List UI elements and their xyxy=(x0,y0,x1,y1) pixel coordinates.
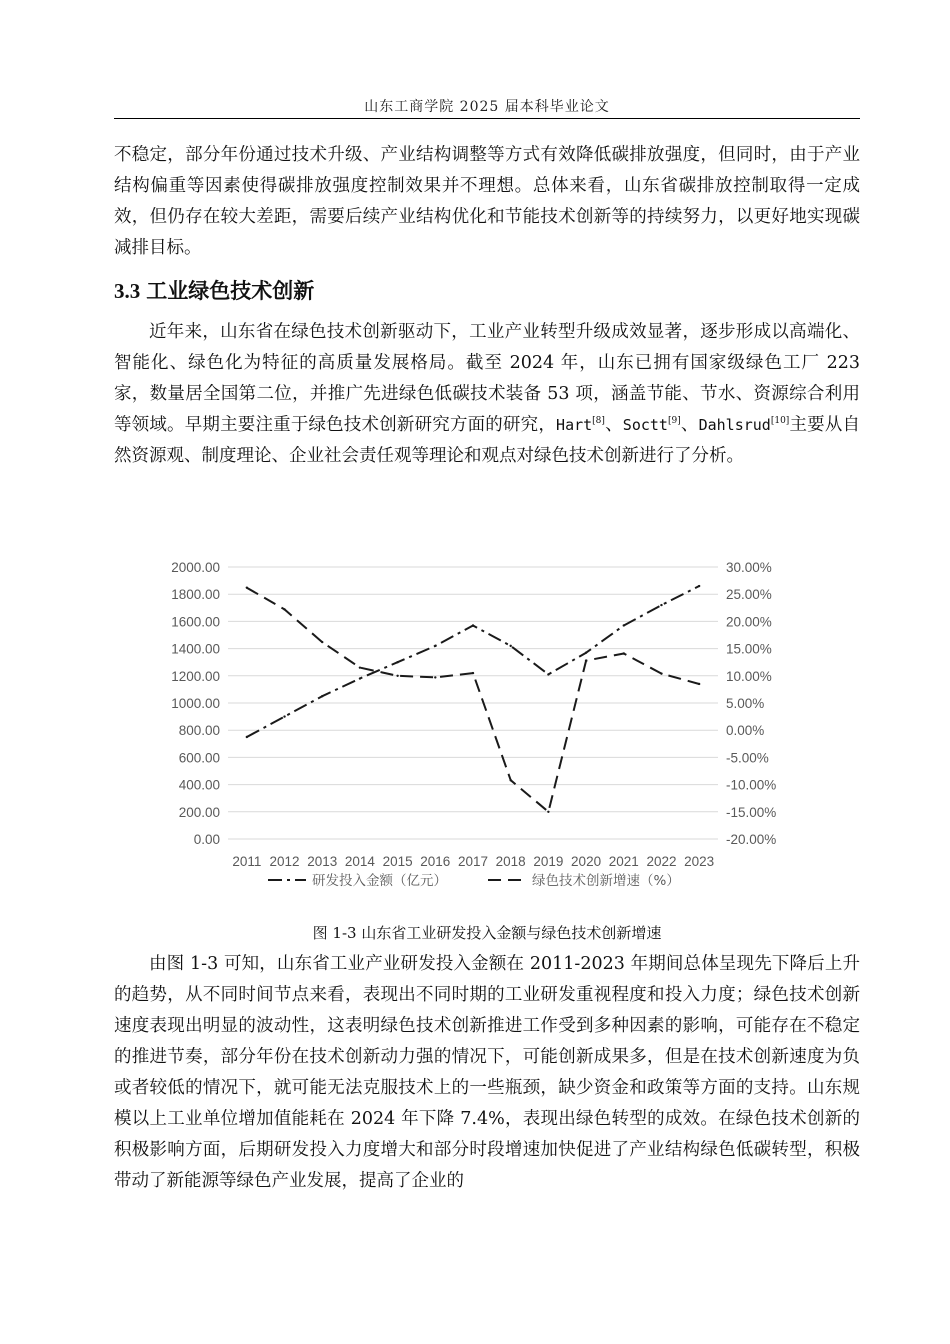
data-point xyxy=(660,604,662,606)
legend-label: 研发投入金额（亿元） xyxy=(312,873,447,889)
y-right-tick-label: 25.00% xyxy=(726,587,772,603)
data-point xyxy=(509,645,511,647)
y-right-tick-label: 20.00% xyxy=(726,614,772,630)
author-hart: Hart xyxy=(556,416,593,434)
y-right-tick-label: 15.00% xyxy=(726,641,772,657)
separator: 、 xyxy=(680,415,699,435)
data-point xyxy=(472,672,474,674)
data-point xyxy=(321,641,323,643)
y-left-tick-label: 1200.00 xyxy=(171,668,220,684)
y-left-tick-label: 1000.00 xyxy=(171,696,220,711)
paragraph-text-part2: 主要从自然资源观、制度理论、企业社会责任观等理论和观点对绿色技术创新进行了分析。 xyxy=(114,415,861,466)
data-point xyxy=(472,624,474,626)
x-tick-label: 2013 xyxy=(307,854,338,869)
data-point xyxy=(547,673,549,675)
data-point xyxy=(434,645,436,647)
y-right-tick-label: 10.00% xyxy=(726,668,772,684)
citation-8: [8] xyxy=(592,416,605,427)
x-tick-label: 2012 xyxy=(269,854,300,869)
y-right-tick-label: -10.00% xyxy=(726,777,777,793)
author-dahlsrud: Dahlsrud xyxy=(698,416,771,434)
data-point xyxy=(283,608,285,610)
x-tick-label: 2016 xyxy=(420,854,451,869)
data-point xyxy=(246,736,248,738)
y-right-tick-label: -20.00% xyxy=(726,832,777,847)
data-point xyxy=(321,695,323,697)
data-point xyxy=(396,661,398,663)
x-tick-label: 2014 xyxy=(344,854,375,869)
data-point xyxy=(623,624,625,626)
y-right-tick-label: 5.00% xyxy=(726,696,765,711)
y-left-tick-label: 2000.00 xyxy=(171,560,220,575)
data-point xyxy=(585,659,587,661)
data-point xyxy=(623,652,625,654)
y-left-tick-label: 800.00 xyxy=(178,723,220,739)
data-point xyxy=(660,672,662,674)
paragraph-figure-analysis: 由图 1-3 可知，山东省工业产业研发投入金额在 2011-2023 年期间总体呈现先下降后上升的趋势，从不同时间节点来看，表现出不同时期的工业研发重视程度和投入力度；绿色技术创新速度表现出明显的波动性，这表明绿色技术创新推进工作受到多种因素的影响，可能存在不稳定的推进节奏，部分年份在技术创新动力强的情况下，可能创新成果多，但是在技术创新速度为负或者较低的情况下，就可能无法克服技术上的一些瓶颈，缺少资金和政策等方面的支持。山东规模以上工业单位增加值能耗在 2024 年下降 7.4%，表现出绿色转型的成效。在绿色技术创新的积极影响方面，后期研发投入力度增大和部分时段增速加快促进了产业结构绿色低碳转型，积极带动了新能源等绿色产业发展，提高了企业的 xyxy=(114,954,860,1191)
y-right-tick-label: -15.00% xyxy=(726,804,777,820)
data-point xyxy=(698,585,700,587)
y-left-tick-label: 400.00 xyxy=(178,777,220,793)
x-tick-label: 2015 xyxy=(382,854,413,869)
running-header: 山东工商学院 2025 届本科毕业论文 xyxy=(364,99,610,115)
paragraph-green-innovation xyxy=(114,317,860,472)
paragraph-carbon-summary: 不稳定，部分年份通过技术升级、产业结构调整等方式有效降低碳排放强度，但同时，由于产业结构偏重等因素使得碳排放强度控制效果并不理想。总体来看，山东省碳排放控制取得一定成效，但仍存在较大差距，需要后续产业结构优化和节能技术创新等的持续努力，以更好地实现碳减排目标。 xyxy=(114,145,860,258)
section-title: 工业绿色技术创新 xyxy=(146,279,315,303)
y-left-tick-label: 600.00 xyxy=(178,750,220,766)
y-left-tick-label: 1400.00 xyxy=(171,641,220,657)
series-line-rd-investment xyxy=(247,586,699,737)
section-heading xyxy=(114,275,314,305)
y-left-tick-label: 1600.00 xyxy=(171,614,220,630)
x-tick-label: 2011 xyxy=(232,854,262,869)
x-tick-label: 2021 xyxy=(608,854,639,869)
legend-label: 绿色技术创新增速（%） xyxy=(532,873,680,889)
x-tick-label: 2023 xyxy=(684,854,715,869)
data-point xyxy=(585,651,587,653)
data-point xyxy=(283,715,285,717)
section-number: 3.3 xyxy=(114,279,141,303)
author-soctt: Soctt xyxy=(622,416,668,434)
data-point xyxy=(547,811,549,813)
data-point xyxy=(698,683,700,685)
x-tick-label: 2020 xyxy=(571,854,602,869)
x-tick-label: 2022 xyxy=(646,854,677,869)
citation-10: [10] xyxy=(770,416,790,427)
y-right-tick-label: -5.00% xyxy=(726,750,769,766)
y-left-tick-label: 0.00 xyxy=(193,832,220,847)
data-point xyxy=(359,677,361,679)
data-point xyxy=(359,666,361,668)
y-left-tick-label: 1800.00 xyxy=(171,587,220,603)
x-tick-label: 2017 xyxy=(457,854,489,869)
paragraph-text-part1: 近年来，山东省在绿色技术创新驱动下，工业产业转型升级成效显著，逐步形成以高端化、智能化、绿色化为特征的高质量发展格局。截至 2024 年，山东已拥有国家级绿色工厂 223 家，数量居全国第二位，并推广先进绿色低碳技术装备 53 项，涵盖节能、节水、资源综合利用等领域。早期主要注重于绿色技术创新研究方面的研究， xyxy=(114,322,860,435)
y-left-tick-label: 200.00 xyxy=(178,804,220,820)
data-point xyxy=(509,779,511,781)
x-tick-label: 2018 xyxy=(495,854,526,869)
data-point xyxy=(434,676,436,678)
y-right-tick-label: 0.00% xyxy=(726,723,765,739)
data-point xyxy=(396,675,398,677)
y-right-tick-label: 30.00% xyxy=(726,560,772,575)
x-tick-label: 2019 xyxy=(533,854,564,869)
line-chart xyxy=(140,550,810,900)
header-rule xyxy=(114,118,860,119)
separator: 、 xyxy=(604,415,623,435)
data-point xyxy=(246,586,248,588)
figure-caption: 图 1-3 山东省工业研发投入金额与绿色技术创新增速 xyxy=(312,924,662,942)
citation-9: [9] xyxy=(667,416,681,427)
